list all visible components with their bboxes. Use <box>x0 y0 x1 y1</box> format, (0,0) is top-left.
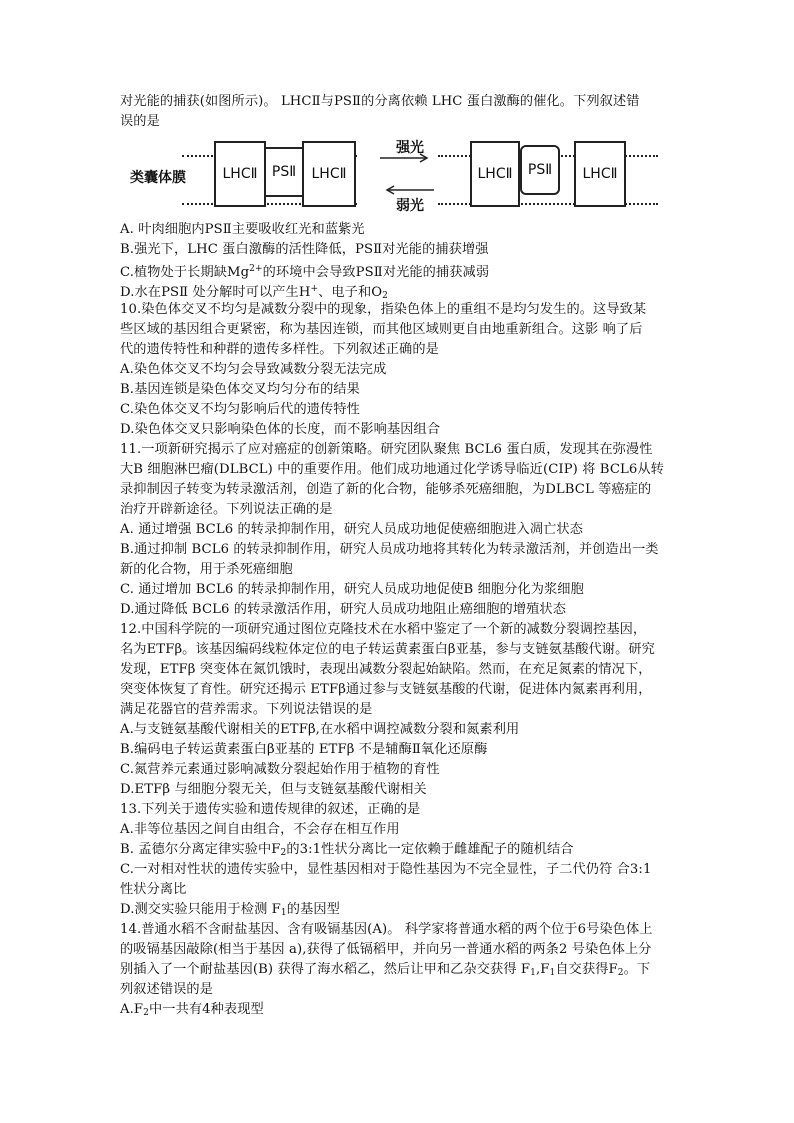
q14-option-a: $A.F_2$中一共有4种表现型 <box>120 1002 264 1018</box>
lhc2-box: LHCⅡ <box>574 141 626 207</box>
q10-option-a: A.染色体交叉不均匀会导致减数分裂无法完成 <box>120 362 387 377</box>
q14-stem-line-3: 别插入了一个耐盐基因(B) 获得了海水稻乙，然后让甲和乙杂交获得 $F_1,F_1$自交获得$F_2$。下 <box>120 962 651 978</box>
q11-stem-line-4: 治疗开辟新途径。下列说法正确的是 <box>120 502 333 517</box>
q9-option-b: B.强光下，LHC 蛋白激酶的活性降低，PSⅡ对光能的捕获增强 <box>120 242 489 257</box>
q13-option-b: B. 孟德尔分离定律实验中$F_2$的3:1性状分离比一定依赖于雌雄配子的随机结合 <box>120 842 574 858</box>
ps2-box: PSⅡ <box>520 145 560 195</box>
q12-option-c: C.氮营养元素通过影响减数分裂起始作用于植物的育性 <box>120 762 440 777</box>
q13-option-c-line-2: 性状分离比 <box>120 882 187 897</box>
q11-stem-line-2: 大B 细胞淋巴瘤(DLBCL) 中的重要作用。他们成功地通过化学诱导临近(CIP) 将 BCL6从转 <box>120 462 664 477</box>
q14-stem-line-2: 的吸镉基因敲除(相当于基因 a),获得了低镉稻甲，并向另一普通水稻的两条2 号染色体上分 <box>120 942 652 957</box>
membrane-label: 类囊体膜 <box>130 170 186 186</box>
q12-stem-line-5: 满足花器官的营养需求。下列说法错误的是 <box>120 702 373 717</box>
q10-stem-line-1: 10.染色体交叉不均匀是减数分裂中的现象，指染色体上的重组不是均匀发生的。这导致某 <box>120 302 647 317</box>
q11-stem-line-1: 11.一项新研究揭示了应对癌症的创新策略。研究团队聚焦 BCL6 蛋白质，发现其在弥漫性 <box>120 442 653 457</box>
intro-line-1: 对光能的捕获(如图所示)。 LHCⅡ与PSⅡ的分离依赖 LHC 蛋白激酶的催化。下列叙述错 <box>120 94 640 109</box>
weak-light-label: 弱光 <box>396 198 424 214</box>
q11-option-b-line-1: B.通过抑制 BCL6 的转录抑制作用，研究人员成功地将其转化为转录激活剂，并创造出一类 <box>120 542 659 557</box>
right-arrow-icon <box>380 153 432 163</box>
q11-option-d: D.通过降低 BCL6 的转录激活作用，研究人员成功地阻止癌细胞的增殖状态 <box>120 602 566 617</box>
q9-option-a: A. 叶肉细胞内PSⅡ主要吸收红光和蓝紫光 <box>120 222 365 237</box>
strong-light-label: 强光 <box>396 140 424 156</box>
q10-option-c: C.染色体交叉不均匀影响后代的遗传特性 <box>120 402 360 417</box>
q13-option-c-line-1: C.一对相对性状的遗传实验中，显性基因相对于隐性基因为不完全显性，子二代仍符 合3:1 <box>120 862 652 877</box>
q9-option-d: D.水在PSⅡ 处分解时可以产生H+、电子和$O_2$ <box>120 284 388 301</box>
q12-stem-line-4: 突变体恢复了育性。研究还揭示 ETFβ通过参与支链氨基酸的代谢，促进体内氮素再利用， <box>120 682 652 697</box>
q13-option-a: A.非等位基因之间自由组合，不会存在相互作用 <box>120 822 400 837</box>
q12-option-d: D.ETFβ 与细胞分裂无关，但与支链氨基酸代谢相关 <box>120 782 427 797</box>
q10-option-d: D.染色体交叉只影响染色体的长度，而不影响基因组合 <box>120 422 441 437</box>
left-arrow-icon <box>382 185 434 195</box>
q13-stem: 13.下列关于遗传实验和遗传规律的叙述，正确的是 <box>120 802 421 817</box>
q13-option-d: D.测交实验只能用于检测 $F_1$的基因型 <box>120 902 340 918</box>
intro-line-2: 误的是 <box>120 114 160 129</box>
q12-stem-line-2: 名为ETFβ。该基因编码线粒体定位的电子转运黄素蛋白β亚基，参与支链氨基酸代谢。研究 <box>120 642 655 657</box>
lhc2-box: LHCⅡ <box>214 141 266 207</box>
q11-option-b-line-2: 新的化合物，用于杀死癌细胞 <box>120 562 293 577</box>
q12-stem-line-3: 发现，ETFβ 突变体在氮饥饿时，表现出减数分裂起始缺陷。然而，在充足氮素的情况下， <box>120 662 652 677</box>
q11-option-c: C. 通过增加 BCL6 的转录抑制作用，研究人员成功地促使B 细胞分化为浆细胞 <box>120 582 584 597</box>
q10-stem-line-2: 些区域的基因组合更紧密，称为基因连锁，而其他区域则更自由地重新组合。这影 响了后 <box>120 322 643 337</box>
q11-stem-line-3: 录抑制因子转变为转录激活剂，创造了新的化合物，能够杀死癌细胞，为DLBCL 等癌症的 <box>120 482 652 497</box>
lhc2-box: LHCⅡ <box>302 141 356 207</box>
ps2-box: PSⅡ <box>264 147 304 197</box>
q12-option-b: B.编码电子转运黄素蛋白β亚基的 ETFβ 不是辅酶Ⅱ氧化还原酶 <box>120 742 488 757</box>
q12-option-a: A.与支链氨基酸代谢相关的ETFβ,在水稻中调控减数分裂和氮素利用 <box>120 722 520 737</box>
q10-stem-line-3: 代的遗传特性和种群的遗传多样性。下列叙述正确的是 <box>120 342 439 357</box>
q14-stem-line-1: 14.普通水稻不含耐盐基因、含有吸镉基因(A)。 科学家将普通水稻的两个位于6号染色体上 <box>120 922 653 937</box>
q14-stem-line-4: 列叙述错误的是 <box>120 982 214 997</box>
lhc2-box: LHCⅡ <box>470 141 520 207</box>
q12-stem-line-1: 12.中国科学院的一项研究通过图位克隆技术在水稻中鉴定了一个新的减数分裂调控基因， <box>120 622 647 637</box>
lhc-ps-diagram <box>120 133 680 213</box>
q9-option-c: C.植物处于长期缺$Mg^{2+}$的环境中会导致PSⅡ对光能的捕获减弱 <box>120 264 490 280</box>
q10-option-b: B.基因连锁是染色体交叉均匀分布的结果 <box>120 382 360 397</box>
q11-option-a: A. 通过增强 BCL6 的转录抑制作用，研究人员成功地促使癌细胞进入凋亡状态 <box>120 522 583 537</box>
